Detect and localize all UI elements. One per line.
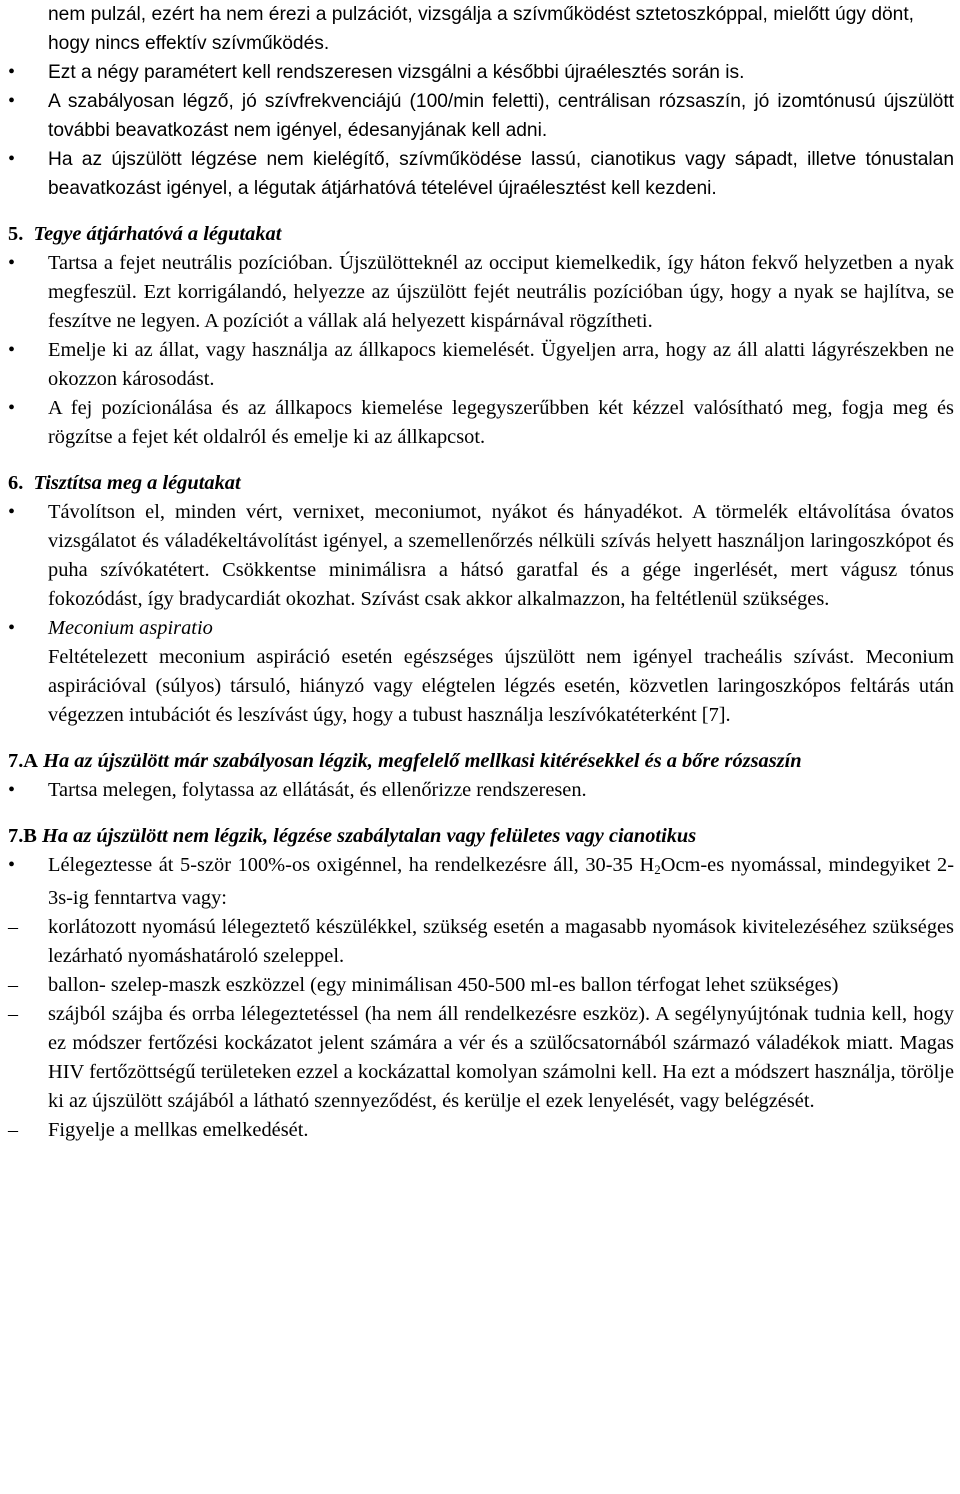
list-item: • Tartsa a fejet neutrális pozícióban. Újszülötteknél az occiput kiemelkedik, így háton fekvő helyzetben a nyak megfeszül. Ezt korrigálandó, helyezze az újszülött fejét neutrális pozícióban úgy, hogy a nyak se hajlítva, se feszítve ne legyen. A pozíciót a vállak alá helyezett kispárnával rögzítheti. xyxy=(8,249,954,336)
section-5-list xyxy=(8,249,954,452)
dash-icon xyxy=(8,913,28,942)
list-item: • Távolítson el, minden vért, vernixet, meconiumot, nyákot és hányadékot. A törmelék eltávolítása óvatos vizsgálatot és váladékeltávolítást igényel, a szemellenőrzés nélküli szívás helyett használjon laringoszkópot és puha szívókatétert. Csökkentse minimálisra a hátsó garatfal és a gége ingerlését, mert vágusz tónus fokozódást, így bradycardiát okozhat. Szívást csak akkor alkalmazzon, ha feltétlenül szükséges. xyxy=(8,498,954,614)
section-6-list xyxy=(8,498,954,730)
list-item: • Tartsa melegen, folytassa az ellátását, és ellenőrizze rendszeresen. xyxy=(8,776,954,805)
meconium-subtitle: Meconium aspiratio xyxy=(48,617,213,639)
list-item: • Emelje ki az állat, vagy használja az állkapocs kiemelését. Ügyeljen arra, hogy az áll alatti lágyrészekben ne okozzon károsodást. xyxy=(8,336,954,394)
list-item xyxy=(8,614,954,643)
bullet-icon xyxy=(8,58,28,87)
bullet-icon xyxy=(8,776,28,805)
intro-list xyxy=(8,58,954,203)
bullet-icon xyxy=(8,498,28,527)
list-item: – Figyelje a mellkas emelkedését. xyxy=(8,1116,954,1145)
list-item: – korlátozott nyomású lélegeztető készülékkel, szükség esetén a magasabb nyomások kivitelezéséhez szükséges lezárható nyomáshatároló szeleppel. xyxy=(8,913,954,971)
bullet-icon xyxy=(8,394,28,423)
list-item: • Lélegeztesse át 5-ször 100%-os oxigénnel, ha rendelkezésre áll, 30-35 $H_2Ocm-es$ nyomással, mindegyiket 2-3s-ig fenntartva vagy: xyxy=(8,851,954,913)
bullet-icon xyxy=(8,249,28,278)
intro-continuation: nem pulzál, ezért ha nem érezi a pulzációt, vizsgálja a szívműködést sztetoszkóppal, mielőtt úgy dönt, hogy nincs effektív szívműködés. xyxy=(48,4,914,54)
meconium-paragraph: Feltételezett meconium aspiráció esetén egészséges újszülött nem igényel tracheális szívást. Meconium aspirációval (súlyos) társuló, hiányzó vagy elégtelen légzés esetén, közvetlen laringoszkópos feltárás után végezzen intubációt és leszívást úgy, hogy a tubust használja leszívókatéterként [7]. xyxy=(48,646,954,726)
dash-icon xyxy=(8,1116,28,1145)
section-6-heading: 6. Tisztítsa meg a légutakat xyxy=(8,472,241,494)
dash-icon xyxy=(8,1000,28,1029)
section-7b-heading: 7.B Ha az újszülött nem légzik, légzése szabálytalan vagy felületes vagy cianotikus xyxy=(8,825,697,847)
list-item: • A fej pozícionálása és az állkapocs kiemelése legegyszerűbben két kézzel valósítható meg, fogja meg és rögzítse a fejet két oldalról és emelje ki az állkapcsot. xyxy=(8,394,954,452)
section-7b-dash-list xyxy=(8,913,954,1145)
list-item: • Ha az újszülött légzése nem kielégítő, szívműködése lassú, cianotikus vagy sápadt, illetve tónustalan beavatkozást igényel, a légutak átjárhatóvá tételével újraélesztést kell kezdeni. xyxy=(8,145,954,203)
bullet-icon xyxy=(8,851,28,880)
section-5-heading: 5. Tegye átjárhatóvá a légutakat xyxy=(8,223,282,245)
list-item: • Ezt a négy paramétert kell rendszeresen vizsgálni a későbbi újraélesztés során is. xyxy=(8,58,954,87)
bullet-icon xyxy=(8,145,28,174)
bullet-icon xyxy=(8,614,28,643)
list-item: • A szabályosan légző, jó szívfrekvenciájú (100/min feletti), centrálisan rózsaszín, jó izomtónusú újszülött további beavatkozást nem igényel, édesanyjának kell adni. xyxy=(8,87,954,145)
list-item: – szájból szájba és orrba lélegeztetéssel (ha nem áll rendelkezésre eszköz). A segélynyújtónak tudnia kell, hogy ez módszer fertőzési kockázatot jelent számára a vér és a szülőcsatornából származó váladékok miatt. Magas HIV fertőzöttségű területeken ezzel a kockázattal komolyan számolni kell. Ha ezt a módszert használja, törölje ki az újszülött szájából a látható szennyeződést, és kerülje el ezek lenyelését, vagy belégzését. xyxy=(8,1000,954,1116)
bullet-icon xyxy=(8,336,28,365)
section-7a-heading: 7.A Ha az újszülött már szabályosan légzik, megfelelő mellkasi kitérésekkel és a bőre rózsaszín xyxy=(8,750,802,772)
list-item: – ballon- szelep-maszk eszközzel (egy minimálisan 450-500 ml-es ballon térfogat lehet szükséges) xyxy=(8,971,954,1000)
bullet-icon xyxy=(8,87,28,116)
dash-icon xyxy=(8,971,28,1000)
